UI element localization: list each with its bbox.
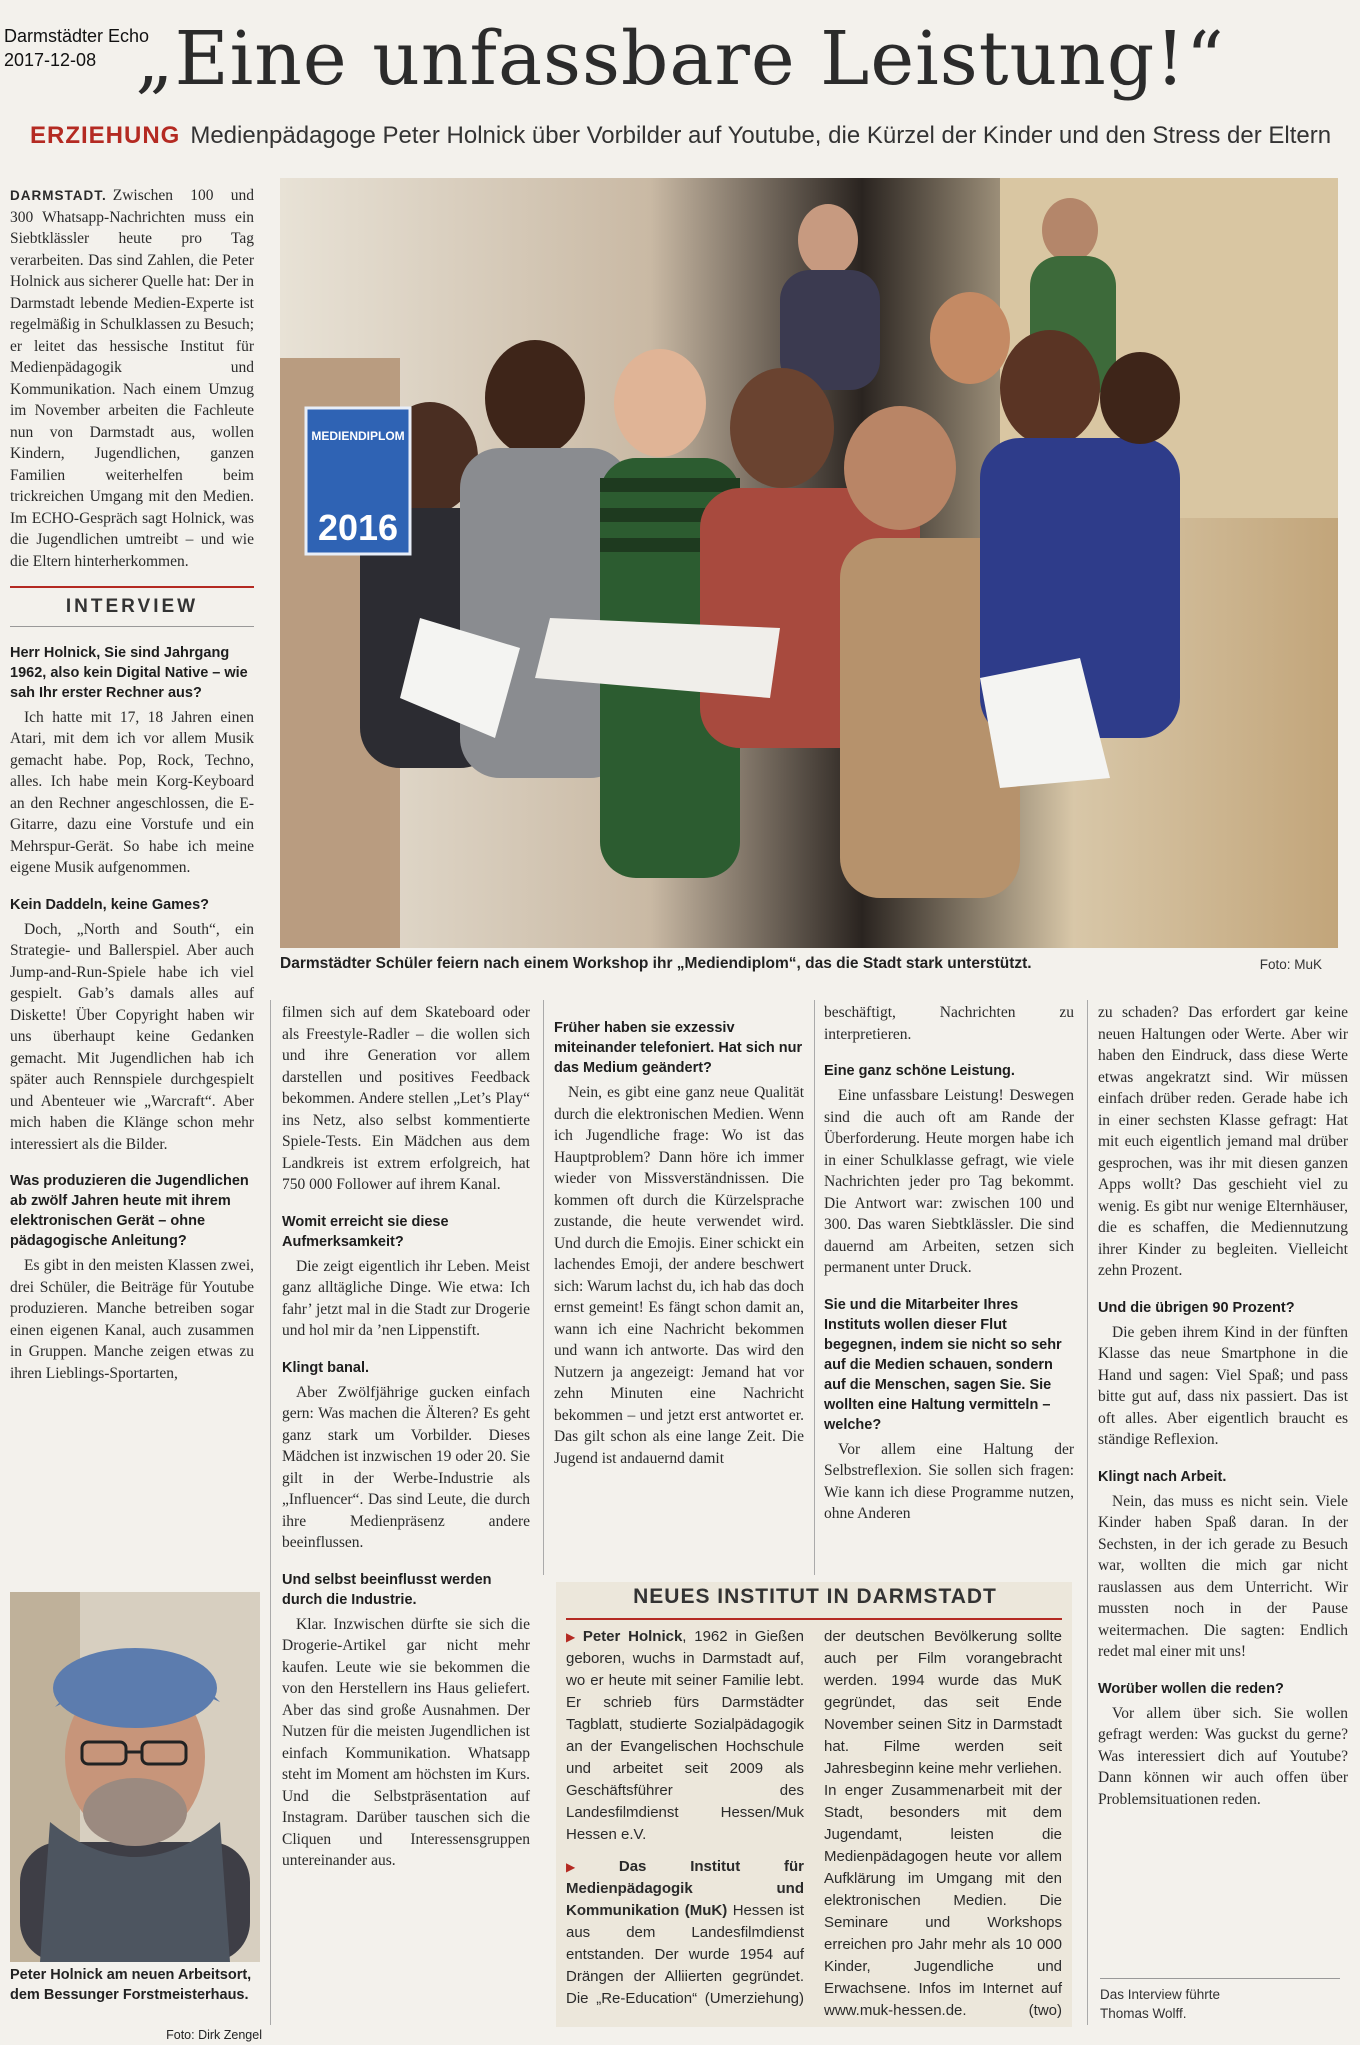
interview-answer: beschäftigt, Nachrichten zu interpretieren.	[824, 1004, 1074, 1043]
interview-question: Und die übrigen 90 Prozent?	[1098, 1299, 1295, 1316]
interview-answer: Klar. Inzwischen dürfte sie sich die Drogerie-Artikel gar nicht mehr kaufen. Leute wie sie bekommen die von den Herstellern ins Haus geliefert. Aber das sind große Ausnahmen. Der Nutzen für die meisten Jugendlichen ist einfach Kommunikation. Whatsapp steht im Moment am höchsten im Kurs. Und die Selbstpräsentation auf Instagram. Darüber tauschen sich die Cliquen und Interessensgruppen untereinander aus.	[282, 1615, 530, 1869]
column-5	[1098, 1002, 1348, 1816]
interview-answer: Die geben ihrem Kind in der fünften Klasse das neue Smartphone in die Hand und sagen: Viel Spaß; und pass bitte gut auf, dass nix passiert. Das ist oft alles. Aber eigentlich braucht es ständige Reflexion.	[1098, 1323, 1348, 1448]
photo-caption: Darmstädter Schüler feiern nach einem Workshop ihr „Mediendiplom“, das die Stadt stark unterstützt.	[280, 955, 1032, 972]
info-box-para-1	[566, 1626, 804, 1846]
column-divider	[270, 1000, 271, 2025]
interview-question: Kein Daddeln, keine Games?	[10, 896, 210, 913]
interview-answer: Es gibt in den meisten Klassen zwei, drei Schüler, die Beiträge für Youtube produzieren. Manche betreiben sogar einen eigenen Kanal, auch zusammen in Gruppen. Manche zeigen etwas zu ihren Lieblings-Sportarten,	[10, 1257, 254, 1382]
interview-answer: Doch, „North and South“, ein Strategie- und Ballerspiel. Aber auch Jump-and-Run-Spiele habe ich viel gespielt. Gab’s damals alles auf Diskette! Über Copyright haben wir uns überhaupt keine Gedanken gemacht. Mit Jugendlichen hab ich später auch Rennspiele durchgespielt und Abenteuer wie „Warcraft“. Aber mich haben die Klänge schon mehr interessiert als die Bilder.	[10, 920, 254, 1153]
info-box-text-2: Hessen ist aus dem Landesfilmdienst entstanden. Der wurde 1954 auf Drängen der Alliierten gegründet. Die „Re-Education“ (Umerziehung) der deutschen Bevölkerung sollte auch per Film vorangebracht werden. 1994 wurde das MuK gegründet, das seit Ende November seinen Sitz in Darmstadt hat. Filme werden seit Jahresbeginn keine mehr verliehen. In enger Zusammenarbeit mit der Stadt, besonders mit dem Jugendamt, leisten die Medienpädagogen heute vor allem Aufklärung im Umgang mit den elektronischen Medien. Die Seminare und Workshops erreichen pro Jahr mehr als 10 000 Kinder, Jugendliche und Erwachsene. Infos im Internet auf www.muk-hessen.de.	[566, 1628, 1062, 2019]
portrait-image	[10, 1592, 260, 1962]
column-divider	[543, 1000, 544, 1575]
interview-answer: Die zeigt eigentlich ihr Leben. Meist ganz alltägliche Dinge. Wie etwa: Ich fahr’ jetzt mal in die Stadt zur Drogerie und hol mir da ’nen Lippenstift.	[282, 1257, 530, 1339]
subheadline	[30, 122, 1331, 150]
info-box-name-2: Das Institut für Medienpädagogik und Kommunikation (MuK)	[566, 1858, 804, 1919]
triangle-bullet-icon: ▶	[566, 1630, 579, 1644]
interview-question: Eine ganz schöne Leistung.	[824, 1063, 1015, 1079]
interview-answer: Vor allem eine Haltung der Selbstreflexion. Sie sollen sich fragen: Wie kann ich diese Programme nutzen, ohne Anderen	[824, 1440, 1074, 1522]
lead-text: Zwischen 100 und 300 Whatsapp-Nachrichten muss ein Siebtklässler heute pro Tag verarbeiten. Das sind Zahlen, die Peter Holnick aus sicherer Quelle hat: Der in Darmstadt lebende Medien-Experte ist regelmäßig in Schulklassen zu Besuch; er leitet das hessische Institut für Medienpädagogik und Kommunikation. Nach einem Umzug im November arbeiten die Fachleute nun von Darmstadt aus, wollen Kindern, Jugendlichen, ganzen Familien weiterhelfen beim trickreichen Umgang mit den Medien. Im ECHO-Gespräch sagt Holnick, was die Jugendlichen umtreibt – und wie die Eltern hinterherkommen.	[10, 187, 254, 570]
interview-answer: Nein, es gibt eine ganz neue Qualität durch die elektronischen Medien. Wenn ich Jugendliche frage: Wo ist das Hauptproblem? Dann höre ich immer wieder von Missverständnissen. Die kommen oft durch die Kürzelsprache zustande, die heute verwendet wird. Und durch die Emojis. Einer schickt ein lachendes Emoji, der andere beschwert sich: Warum lachst du, ich hab das doch ernst gemeint! Es fängt schon damit an, wann ich eine Nachricht bekommen und wann ich antworte. Das wird den Nutzern ja angezeigt: Jemand hat vor zehn Minuten eine Nachricht bekommen – und jetzt erst antwortet er. Das gilt schon als eine lange Zeit. Die Jugend ist andauernd damit	[554, 1084, 804, 1467]
interview-question: Sie und die Mitarbeiter Ihres Instituts wollen dieser Flut begegnen, indem sie nicht so sehr auf die Medien schauen, sondern auf die Menschen, sagen Sie. Sie wollten eine Haltung vermitteln – welche?	[824, 1296, 1062, 1433]
section-kicker: ERZIEHUNG	[30, 122, 181, 149]
interview-answer: Vor allem über sich. Sie wollen gefragt werden: Was guckst du gerne? Was interessiert dich auf Youtube? Dann können wir auch offen über Problemsituationen reden.	[1098, 1704, 1348, 1808]
column-4	[824, 1002, 1074, 1531]
interview-credit-line1: Das Interview führte	[1100, 1987, 1221, 2002]
interview-question: Worüber wollen die reden?	[1098, 1680, 1284, 1697]
interview-label: INTERVIEW	[10, 586, 254, 627]
col1-qa	[10, 643, 254, 1385]
column-divider	[1087, 1000, 1088, 2025]
column-3	[554, 1002, 804, 1475]
portrait-caption-text: Peter Holnick am neuen Arbeitsort, dem Bessunger Forstmeisterhaus.	[10, 1967, 252, 2003]
interview-question: Und selbst beeinflusst werden durch die Industrie.	[282, 1571, 492, 1608]
interview-answer: Ich hatte mit 17, 18 Jahren einen Atari, mit dem ich vor allem Musik gemacht habe. Pop, Rock, Techno, alles. Ich habe mein Korg-Keyboard an den Rechner angeschlossen, die E-Gitarre, dazu eine Vorstufe und ein Mehrspur-Gerät. So habe ich meine eigene Musik aufgenommen.	[10, 708, 254, 876]
info-box-author: (two)	[1028, 2002, 1062, 2019]
info-box-text-1: , 1962 in Gießen geboren, wuchs in Darmstadt auf, wo er heute mit seiner Familie lebt. Er schrieb fürs Darmstädter Tagblatt, studierte Sozialpädagogik an der Evangelischen Hochschule und arbeitet seit 2009 als Geschäftsführer des Landesfilmdienst Hessen/Muk Hessen e.V.	[566, 1628, 804, 1843]
headline: „Eine unfassbare Leistung!“	[135, 16, 1225, 102]
col5-qa	[1098, 1002, 1348, 1810]
diploma-sign	[306, 408, 410, 554]
diploma-sign-year: 2016	[317, 507, 399, 548]
triangle-bullet-icon: ▶	[566, 1860, 615, 1874]
lead-paragraph	[10, 185, 254, 572]
dateline: DARMSTADT.	[10, 188, 107, 203]
column-divider	[814, 1000, 815, 1575]
interview-credit-line2: Thomas Wolff.	[1100, 2006, 1187, 2021]
portrait-credit: Foto: Dirk Zengel	[166, 2028, 262, 2042]
diploma-sign-title: MEDIENDIPLOM	[311, 429, 405, 443]
interview-question: Was produzieren die Jugendlichen ab zwölf Jahren heute mit ihrem elektronischen Gerät – ohne pädagogische Anleitung?	[10, 1173, 249, 1249]
source-date: 2017-12-08	[4, 50, 97, 70]
source-name: Darmstädter Echo	[4, 26, 150, 46]
column-1	[10, 185, 254, 1390]
subheadline-text: Medienpädagoge Peter Holnick über Vorbilder auf Youtube, die Kürzel der Kinder und den Stress der Eltern	[190, 122, 1332, 149]
interview-answer: Eine unfassbare Leistung! Deswegen sind die auch oft am Rande der Überforderung. Heute morgen habe ich in einer Schulklasse gefragt, wie viele Nachrichten jeder pro Tag bekommt. Die Antwort war: zwischen 100 und 300. Das waren Siebtklässler. Die sind dauernd am Arbeiten, setzen sich permanent unter Druck.	[824, 1087, 1074, 1276]
portrait-caption	[10, 1965, 262, 2045]
col2-qa	[282, 1002, 530, 1872]
info-box-rule	[566, 1618, 1062, 1620]
interview-answer: Nein, das muss es nicht sein. Viele Kinder haben Spaß daran. In der Sechsten, in der ich gerade zu Besuch war, wollten die mich gar nicht rauslassen aus dem Unterricht. Wir mussten noch in der Pause weitermachen. Die sagten: Endlich redet mal einer mit uns!	[1098, 1492, 1348, 1660]
interview-credit	[1100, 1978, 1340, 2023]
column-2	[282, 1002, 530, 1878]
interview-question: Herr Holnick, Sie sind Jahrgang 1962, also kein Digital Native – wie sah Ihr erster Rechner aus?	[10, 644, 248, 701]
info-box-text	[566, 1626, 1062, 2022]
col4-qa	[824, 1002, 1074, 1525]
children-photo	[280, 178, 1338, 948]
interview-answer: zu schaden? Das erfordert gar keine neuen Haltungen oder Werte. Aber wir haben den Eindruck, dass diese Werte etwas angekratzt sind. Wir müssen einfach drüber reden. Gerade habe ich in einer sechsten Klasse gefragt: Hat mit euch eigentlich jemand mal drüber gesprochen, was ihr mit diesen ganzen Apps wollt? Das geschieht viel zu wenig. Es gibt nur wenige Elternhäuser, die es schaffen, die Mediennutzung ihrer Kinder zu begleiten. Vielleicht zehn Prozent.	[1098, 1004, 1348, 1279]
col3-qa	[554, 1018, 804, 1469]
main-photo	[280, 178, 1338, 948]
interview-answer: filmen sich auf dem Skateboard oder als Freestyle-Radler – die wollen sich und ihre Generation vor allem darstellen und positives Feedback bekommen. Andere stellen „Let’s Play“ ins Netz, also selbst kommentierte Spiele-Tests. Ein Mädchen aus dem Landkreis ist extrem erfolgreich, hat 750 000 Follower auf ihrem Kanal.	[282, 1004, 530, 1193]
interview-question: Womit erreicht sie diese Aufmerksamkeit?	[282, 1213, 449, 1250]
info-box-name-1: Peter Holnick	[582, 1628, 683, 1645]
photo-credit: Foto: MuK	[1259, 957, 1322, 972]
interview-question: Klingt nach Arbeit.	[1098, 1468, 1227, 1485]
interview-question: Klingt banal.	[282, 1359, 369, 1376]
interview-answer: Aber Zwölfjährige gucken einfach gern: Was machen die Älteren? Es geht ganz stark um Vorbilder. Dieses Mädchen ist inzwischen 19 oder 20. Sie gilt in der Werbe-Industrie als „Influencer“. Das sind Leute, die durch ihre Medienpräsenz andere beeinflussen.	[282, 1383, 530, 1551]
interview-question: Früher haben sie exzessiv miteinander telefoniert. Hat sich nur das Medium geändert?	[554, 1020, 803, 1076]
portrait-photo	[10, 1592, 260, 1962]
info-box-title: NEUES INSTITUT IN DARMSTADT	[633, 1585, 997, 1608]
